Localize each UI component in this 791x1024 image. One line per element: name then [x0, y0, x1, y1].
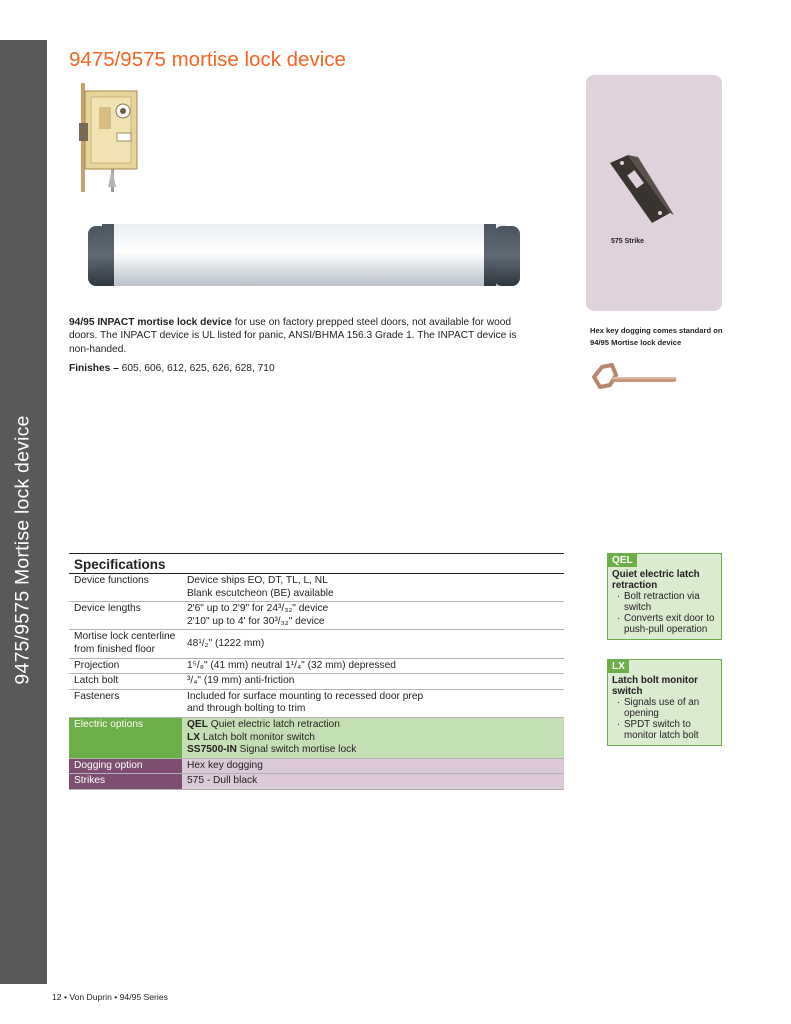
spec-value: 1⁵/₈" (41 mm) neutral 1¹/₄" (32 mm) depressed [182, 658, 564, 674]
specifications-table [69, 553, 564, 790]
table-row [69, 574, 564, 602]
hex-key-caption: Hex key dogging comes standard on 94/95 Mortise lock device [590, 326, 723, 347]
strike-panel [586, 75, 722, 311]
option-bullets [608, 698, 721, 745]
spec-value: Included for surface mounting to recessed door prep and through bolting to trim [182, 689, 564, 717]
spec-value: 48¹/₂" (1222 mm) [182, 630, 564, 658]
description-lead: 94/95 INPACT mortise lock device [69, 317, 232, 328]
table-row [69, 689, 564, 717]
exit-device-bar-image [86, 222, 522, 288]
page-footer: 12 • Von Duprin • 94/95 Series [52, 992, 168, 1002]
finishes [69, 363, 275, 374]
table-row [69, 602, 564, 630]
option-title: Quiet electric latch retraction [612, 569, 700, 591]
strike-caption: 575 Strike [611, 238, 645, 245]
finishes-value: 605, 606, 612, 625, 626, 628, 710 [118, 363, 275, 374]
option-tag: QEL [608, 554, 637, 567]
spec-value: QEL Quiet electric latch retraction LX Latch bolt monitor switch SS7500-IN Signal switch mortise lock [182, 717, 564, 758]
table-row [69, 674, 564, 690]
spec-value: Hex key dogging [182, 758, 564, 774]
description-text: for use on factory prepped steel doors, not available for wood doors. The INPACT device is UL listed for panic, ANSI/BHMA 156.3 Grade 1. The INPACT device is non-handed. [69, 317, 517, 355]
option-tag: LX [608, 660, 629, 673]
spec-label: Fasteners [69, 689, 182, 717]
spec-label: Device lengths [69, 602, 182, 630]
spec-label: Projection [69, 658, 182, 674]
list-item: · SPDT switch to monitor latch bolt [617, 720, 718, 741]
option-title: Latch bolt monitor switch [612, 675, 698, 697]
page-title: 9475/9575 mortise lock device [69, 48, 346, 71]
table-row-dogging-option [69, 758, 564, 774]
table-row [69, 630, 564, 658]
spec-value: 575 - Dull black [182, 774, 564, 790]
spec-value: ³/₄" (19 mm) anti-friction [182, 674, 564, 690]
list-item: · Bolt retraction via switch [617, 592, 718, 613]
option-box-lx [607, 659, 722, 746]
spec-label: Strikes [69, 774, 182, 790]
finishes-label: Finishes – [69, 363, 119, 374]
table-row-electric-options [69, 717, 564, 758]
spec-label: Electric options [69, 717, 182, 758]
spec-value: Device ships EO, DT, TL, L, NL Blank escutcheon (BE) available [182, 574, 564, 602]
sidebar-label: 9475/9575 Mortise lock device [11, 415, 34, 685]
specifications-heading: Specifications [69, 554, 564, 574]
option-bullets [608, 592, 721, 639]
spec-value: 2'6" up to 2'9" for 24³/₃₂" device 2'10" up to 4' for 30³/₃₂" device [182, 602, 564, 630]
product-description [69, 316, 537, 356]
spec-label: Mortise lock centerline from finished floor [69, 630, 182, 658]
hex-key-image [590, 363, 680, 409]
sidebar [0, 40, 47, 984]
table-row [69, 658, 564, 674]
list-item: · Signals use of an opening [617, 698, 718, 719]
spec-label: Dogging option [69, 758, 182, 774]
option-box-qel [607, 553, 722, 640]
list-item: · Converts exit door to push-pull operation [617, 614, 718, 635]
table-row-strikes [69, 774, 564, 790]
mortise-lock-image [79, 77, 141, 192]
spec-label: Device functions [69, 574, 182, 602]
spec-label: Latch bolt [69, 674, 182, 690]
strike-image [608, 153, 674, 227]
